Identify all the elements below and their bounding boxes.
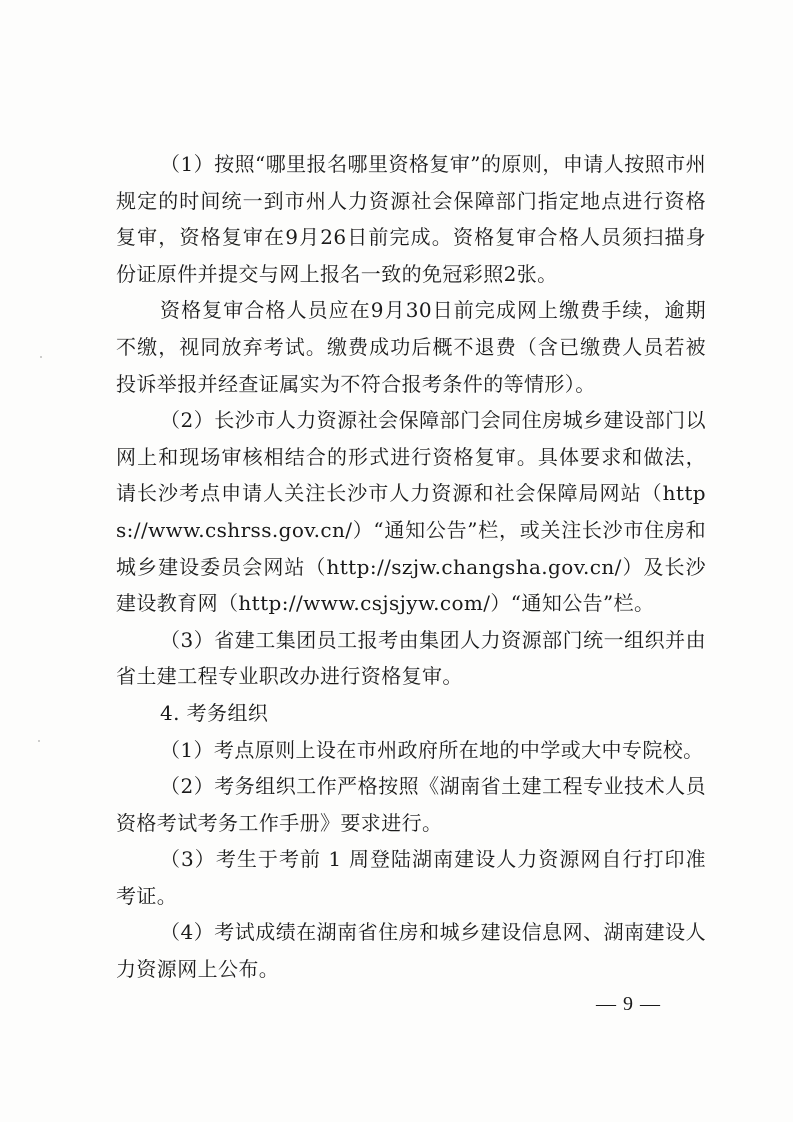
paragraph-admission-ticket: （3）考生于考前 1 周登陆湖南建设人力资源网自行打印准考证。 [116,847,706,908]
paragraph-changsha-review: （2）长沙市人力资源社会保障部门会同住房城乡建设部门以网上和现场审核相结合的形式进行资格复审。具体要求和做法，请长沙考点申请人关注长沙市人力资源和社会保障局网站（https://www.cshrss.gov.cn/）“通知公告”栏，或关注长沙市住房和城乡建设委员会网站（http://szjw.changsha.gov.cn/）及长沙建设教育网（http://www.csjsjyw.com/）“通知公告”栏。 [116,408,706,616]
paragraph-review-principle: （1）按照“哪里报名哪里资格复审”的原则，申请人按照市州规定的时间统一到市州人力资源社会保障部门指定地点进行资格复审，资格复审在9月26日前完成。资格复审合格人员须扫描身份证原件并提交与网上报名一致的免冠彩照2张。 [116,152,706,286]
paragraph-group-employee-review: （3）省建工集团员工报考由集团人力资源部门统一组织并由省土建工程专业职改办进行资格复审。 [116,627,706,689]
scan-speck [40,356,42,358]
section-heading-exam-organization: 4. 考务组织 [160,700,269,725]
paragraph-results-publication: （4）考试成绩在湖南省住房和城乡建设信息网、湖南建设人力资源网上公布。 [116,920,706,982]
scan-speck [38,740,40,742]
paragraph-exam-location: （1）考点原则上设在市州政府所在地的中学或大中专院校。 [160,737,704,762]
page-number: — 9 — [596,993,661,1015]
paragraph-payment-deadline: 资格复审合格人员应在9月30日前完成网上缴费手续，逾期不缴，视同放弃考试。缴费成功后概不退费（含已缴费人员若被投诉举报并经查证属实为不符合报考条件的等情形）。 [116,298,706,396]
document-body [116,146,706,988]
paragraph-exam-manual: （2）考务组织工作严格按照《湖南省土建工程专业技术人员资格考试考务工作手册》要求进行。 [116,774,706,835]
